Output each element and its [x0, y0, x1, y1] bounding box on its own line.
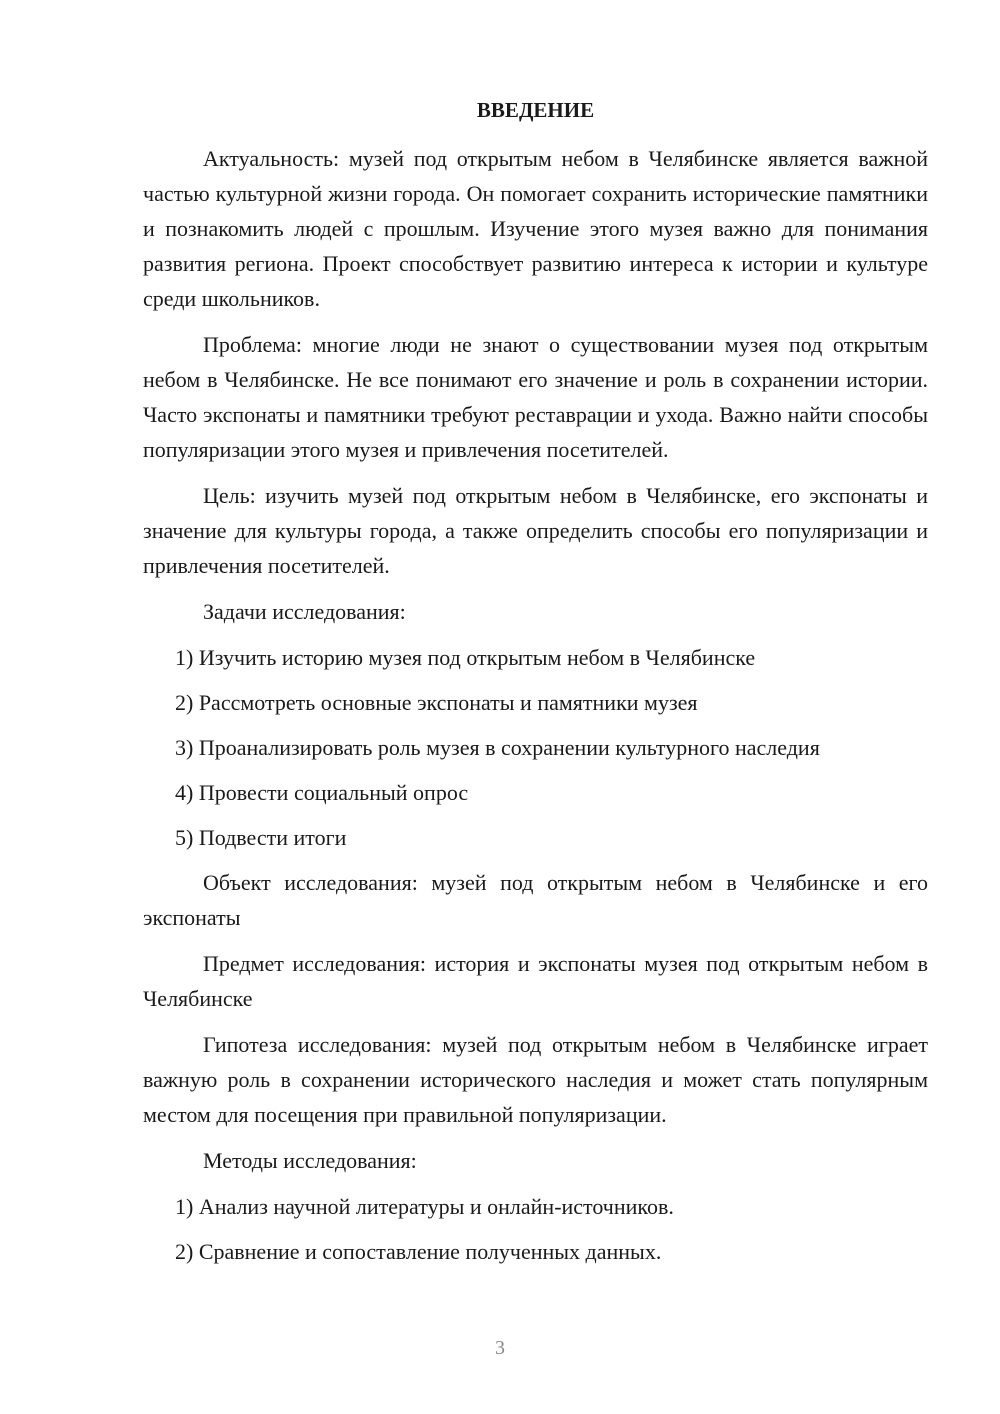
goal-paragraph: Цель: изучить музей под открытым небом в Челябинске, его экспонаты и значение для культуры города, а также определить способы его популяризации и привлечения посетителей.: [143, 483, 928, 578]
section-heading: ВВЕДЕНИЕ: [476, 98, 595, 122]
task-item-5: 5) Подвести итоги: [175, 825, 347, 850]
page-number: 3: [495, 1337, 505, 1359]
problem-paragraph: Проблема: многие люди не знают о существовании музея под открытым небом в Челябинске. Не все понимают его значение и роль в сохранении истории. Часто экспонаты и памятники требуют реставрации и ухода. Важно найти способы популяризации этого музея и привлечения посетителей.: [143, 332, 928, 462]
subject-paragraph: Предмет исследования: история и экспонаты музея под открытым небом в Челябинске: [143, 951, 928, 1011]
method-item-1: 1) Анализ научной литературы и онлайн-источников.: [175, 1194, 674, 1219]
task-item-2: 2) Рассмотреть основные экспонаты и памятники музея: [175, 690, 698, 715]
hypothesis-paragraph: Гипотеза исследования: музей под открытым небом в Челябинске играет важную роль в сохранении исторического наследия и может стать популярным местом для посещения при правильной популяризации.: [143, 1032, 928, 1127]
object-paragraph: Объект исследования: музей под открытым небом в Челябинске и его экспонаты: [143, 870, 928, 930]
task-item-1: 1) Изучить историю музея под открытым небом в Челябинске: [175, 645, 756, 670]
tasks-title: Задачи исследования:: [203, 599, 406, 624]
task-item-4: 4) Провести социальный опрос: [175, 780, 469, 805]
task-item-3: 3) Проанализировать роль музея в сохранении культурного наследия: [175, 735, 820, 760]
method-item-2: 2) Сравнение и сопоставление полученных данных.: [175, 1239, 662, 1264]
relevance-paragraph: Актуальность: музей под открытым небом в Челябинске является важной частью культурной жизни города. Он помогает сохранить исторические памятники и познакомить людей с прошлым. Изучение этого музея важно для понимания развития региона. Проект способствует развитию интереса к истории и культуре среди школьников.: [143, 146, 928, 311]
document-page: [143, 92, 928, 1279]
methods-title: Методы исследования:: [203, 1148, 417, 1173]
